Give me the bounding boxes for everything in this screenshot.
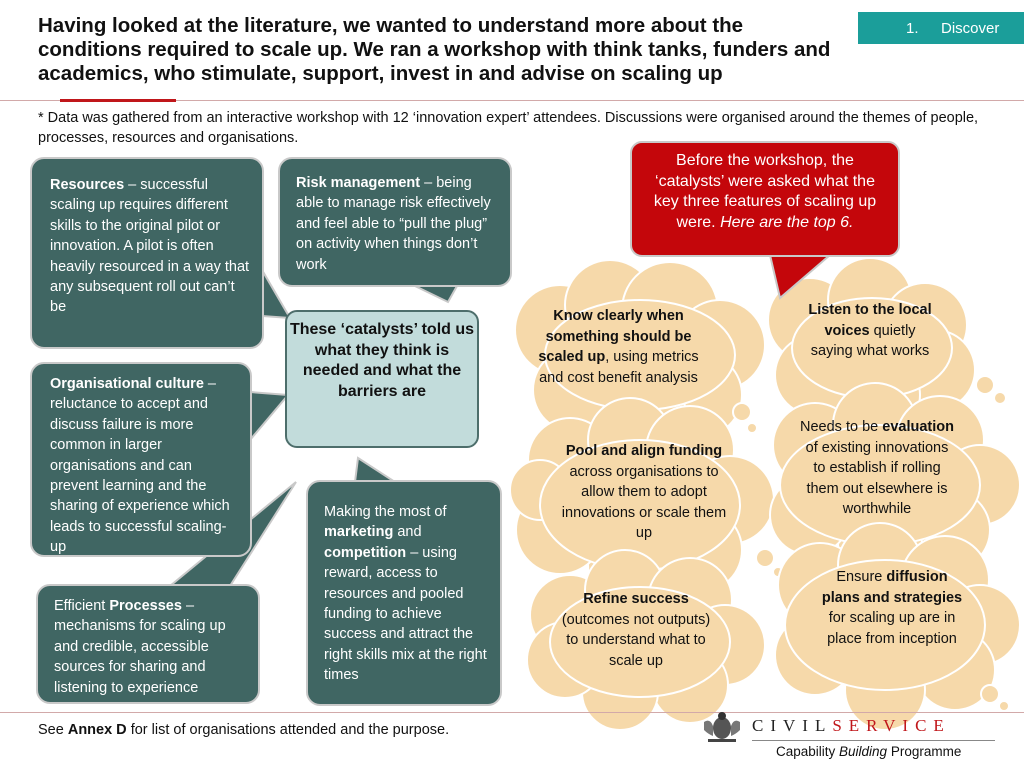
programme-post: Programme — [887, 744, 962, 759]
feature-listen-bold: Listen to the local voices — [808, 302, 932, 339]
feature-diffusion-pre: Ensure — [836, 569, 887, 585]
footer-divider — [0, 712, 1024, 713]
section-number: 1. — [906, 19, 919, 37]
wordmark-divider — [752, 740, 995, 741]
marketing-prefix: Making the most of — [324, 504, 447, 520]
processes-text: – mechanisms for scaling up and credible, accessible sources for sharing and listening to experience — [54, 598, 226, 696]
resources-text: – successful scaling up requires different skills to the original pilot or innovation. A pilot is often heavily resourced in a way that any subsequent roll out can’t be — [50, 177, 250, 316]
catalysts-box: These ‘catalysts’ told us what they think is needed and what the barriers are — [285, 310, 479, 448]
feature-diffusion-text: for scaling up are in place from inception — [827, 610, 957, 647]
marketing-mid: and — [393, 524, 422, 541]
culture-text: – reluctance to accept and discuss failure is more common in larger organisations and can prevent learning and the sharing of experience which leads to successful scaling-up — [50, 376, 230, 556]
feature-refine — [560, 589, 712, 671]
footer-pre: See — [38, 722, 68, 738]
callout-risk — [278, 157, 512, 287]
feature-refine-bold: Refine success — [583, 591, 689, 607]
workshop-callout-text: Before the workshop, the ‘catalysts’ were asked what the key three features of scaling up were. — [653, 152, 877, 231]
tail-risk — [415, 286, 457, 302]
annex-link: Annex D — [67, 722, 127, 738]
programme-pre: Capability — [776, 744, 840, 759]
feature-know — [536, 306, 701, 388]
feature-diffusion — [818, 567, 966, 649]
feature-refine-text: (outcomes not outputs) to understand what to scale up — [561, 611, 711, 669]
feature-evaluation-bold: evaluation — [882, 419, 954, 435]
tail-culture — [250, 392, 288, 440]
feature-know-bold: Know clearly when something should be scaled up — [538, 308, 692, 365]
competition-term: competition — [324, 544, 407, 561]
feature-pool-bold: Pool and align funding — [565, 443, 723, 459]
workshop-callout-italic: Here are the top 6. — [720, 213, 854, 231]
wordmark-civil: CIVIL — [752, 716, 833, 735]
processes-prefix: Efficient — [54, 598, 110, 614]
feature-know-text: , using metrics and cost benefit analysis — [539, 349, 699, 386]
resources-term: Resources — [50, 177, 125, 193]
wordmark-service: SERVICE — [832, 716, 951, 735]
culture-term: Organisational culture — [50, 376, 204, 392]
civil-service-wordmark — [752, 716, 951, 736]
programme-italic: Building — [839, 744, 888, 759]
section-label: Discover — [941, 19, 1000, 37]
tail-marketing — [355, 458, 395, 482]
feature-evaluation — [798, 417, 956, 520]
callout-culture — [30, 362, 252, 557]
feature-listen — [808, 300, 932, 362]
processes-term: Processes — [109, 598, 182, 614]
risk-term: Risk management — [296, 175, 421, 191]
workshop-callout — [630, 141, 900, 257]
feature-diffusion-bold: diffusion plans and strategies — [821, 569, 963, 606]
method-note: * Data was gathered from an interactive workshop with 12 ‘innovation expert’ attendees. Discussions were organised around the themes of people, processes, resources and organisations. — [38, 110, 979, 146]
footer-note — [38, 722, 449, 738]
callout-marketing — [306, 480, 502, 706]
feature-pool — [558, 441, 730, 544]
marketing-term: marketing — [324, 524, 394, 541]
callout-processes — [36, 584, 260, 704]
feature-pool-text: across organisations to allow them to adopt innovations or scale them up — [561, 463, 727, 541]
footer-text: for list of organisations attended and the purpose. — [126, 722, 450, 738]
feature-evaluation-pre: Needs to be — [800, 419, 883, 435]
crest-icon — [700, 710, 744, 744]
page-title: Having looked at the literature, we wanted to understand more about the conditions required to scale up. We ran a workshop with think tanks, funders and academics, who stimulate, support, invest in and advise on scaling up — [38, 14, 831, 85]
feature-listen-text: quietly saying what works — [810, 322, 930, 359]
programme-name — [776, 744, 961, 759]
feature-evaluation-text: of existing innovations to establish if rolling them out elsewhere is worthwhile — [805, 439, 949, 517]
risk-text: – being able to manage risk effectively and feel able to “pull the plug” on activity when things don’t work — [296, 175, 491, 273]
callout-resources — [30, 157, 264, 349]
marketing-text: – using reward, access to resources and pooled funding to achieve success and attract the right skills mix at the right times — [324, 544, 487, 684]
